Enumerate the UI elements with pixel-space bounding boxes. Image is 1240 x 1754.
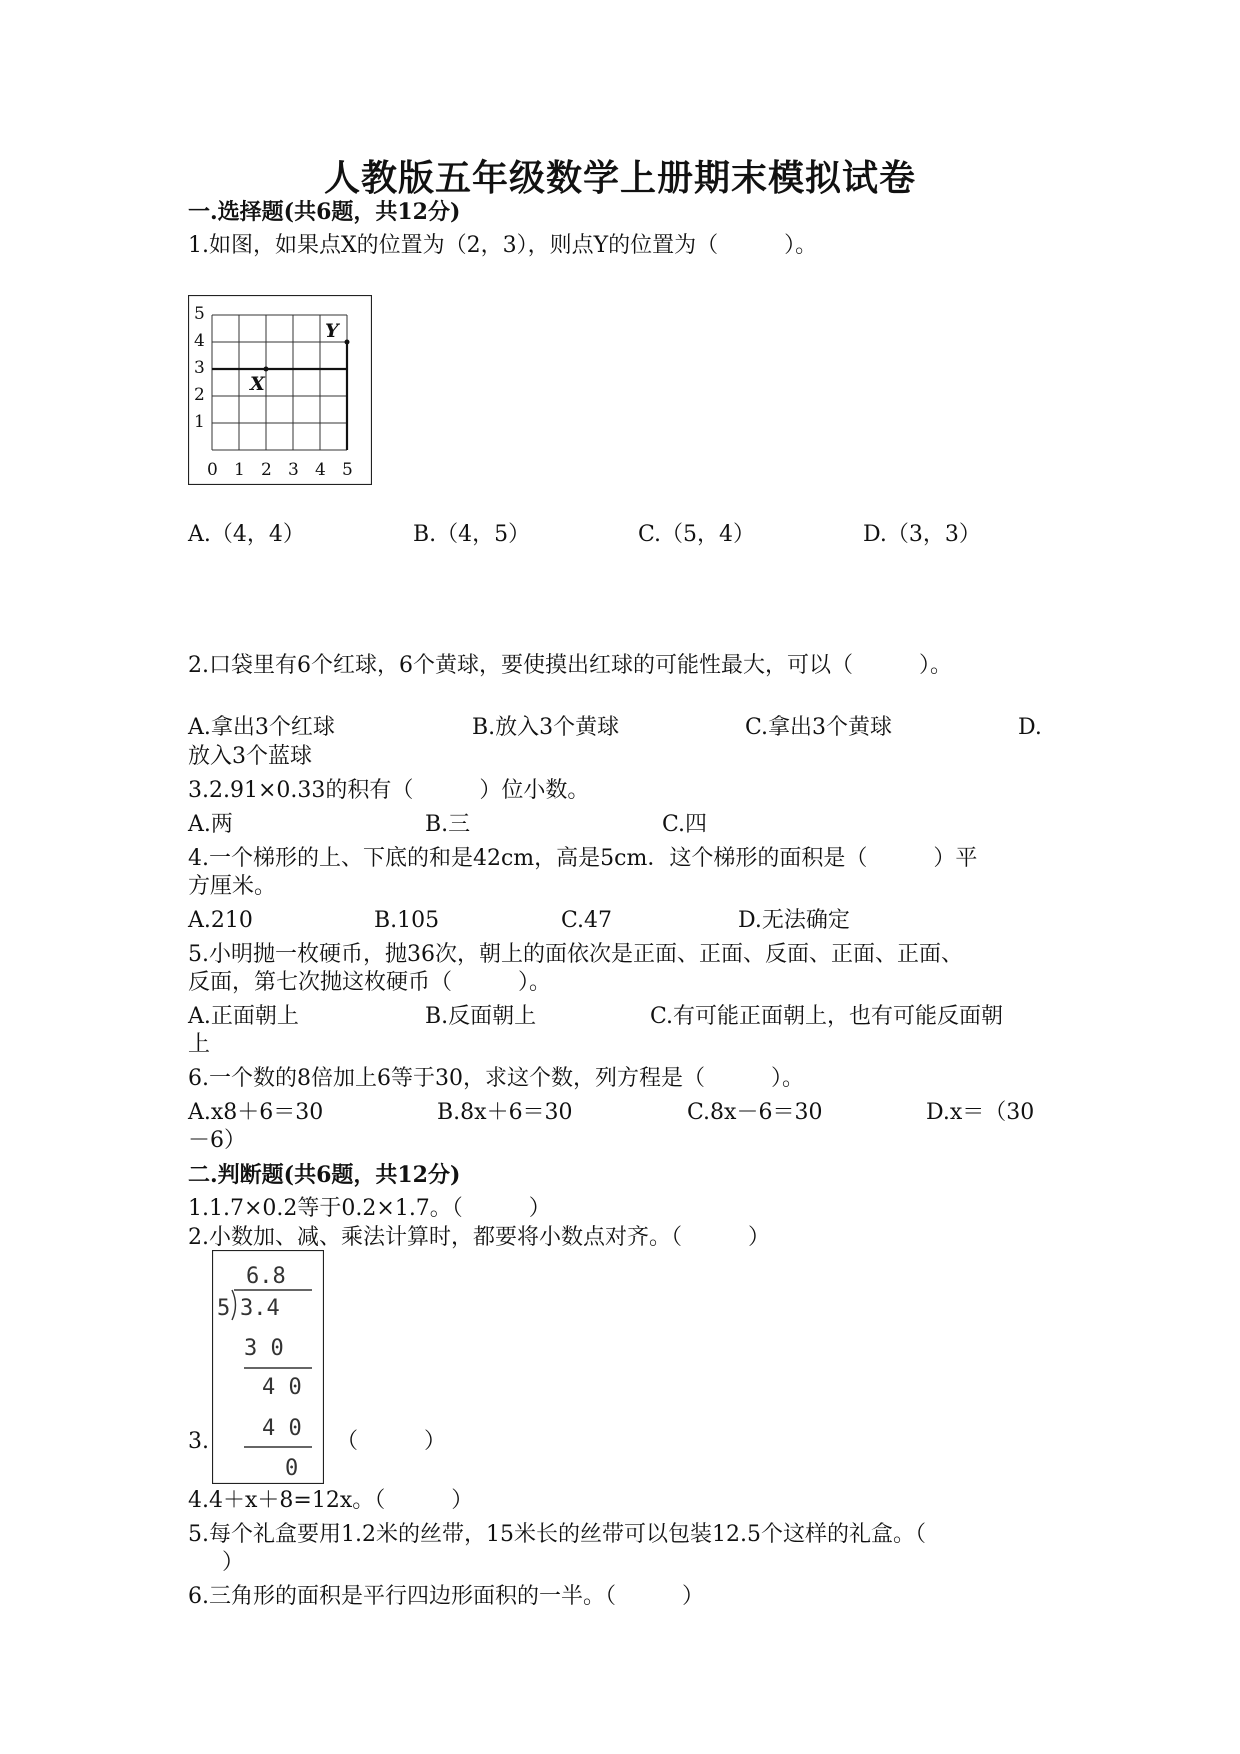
y-tick-3: 3 [194,358,205,378]
q6-option-b: B.8x＋6＝30 [437,1100,573,1125]
q3-option-b: B.三 [425,812,471,837]
q1-option-d: D.（3，3） [863,522,981,547]
q1-stem: 1.如图，如果点X的位置为（2，3），则点Y的位置为（ ）。 [188,233,818,258]
q4-option-a: A.210 [188,908,253,933]
q1-option-c: C.（5，4） [638,522,756,547]
division-step1: 3 0 [244,1336,284,1361]
q3-option-c: C.四 [662,812,708,837]
y-tick-4: 4 [194,331,205,351]
q3-option-a: A.两 [188,812,233,837]
q6-option-d: D.x＝（30 [926,1100,1035,1125]
q5-option-b: B.反面朝上 [425,1004,537,1029]
q4-stem-cont: 方厘米。 [188,874,277,899]
q5-stem: 5.小明抛一枚硬币，抛36次，朝上的面依次是正面、正面、反面、正面、正面、 [188,942,963,967]
division-quotient: 6.8 [246,1264,286,1289]
q4-option-b: B.105 [374,908,440,933]
q4-stem: 4.一个梯形的上、下底的和是42cm，高是5cm．这个梯形的面积是（ ）平 [188,846,978,871]
q5-option-a: A.正面朝上 [188,1004,299,1029]
q4-option-d: D.无法确定 [738,908,850,933]
q2-option-d-cont: 放入3个蓝球 [188,744,312,769]
long-division-figure [212,1250,324,1484]
judge-q2: 2.小数加、减、乘法计算时，都要将小数点对齐。（ ） [188,1225,770,1250]
q6-option-a: A.x8＋6＝30 [188,1100,324,1125]
judge-q5-cont: ） [222,1550,245,1575]
point-x-label: X [250,373,265,395]
q1-option-a: A.（4，4） [188,522,305,547]
x-tick-1: 1 [234,460,245,480]
division-remainder: 0 [285,1456,299,1481]
q5-option-c: C.有可能正面朝上，也有可能反面朝 [650,1004,1004,1029]
judge-q5: 5.每个礼盒要用1.2米的丝带，15米长的丝带可以包装12.5个这样的礼盒。（ [188,1522,926,1547]
x-tick-3: 3 [288,460,299,480]
q2-option-d: D. [1018,715,1042,740]
x-tick-2: 2 [261,460,272,480]
q2-stem: 2.口袋里有6个红球，6个黄球，要使摸出红球的可能性最大，可以（ ）。 [188,653,952,678]
judge-q3-suffix: （ ） [336,1429,447,1454]
q2-option-b: B.放入3个黄球 [472,715,620,740]
x-tick-0: 0 [207,460,218,480]
q2-option-a: A.拿出3个红球 [188,715,335,740]
y-tick-1: 1 [194,412,205,432]
y-tick-2: 2 [194,385,205,405]
q3-stem: 3.2.91×0.33的积有（ ）位小数。 [188,778,590,803]
q6-stem: 6.一个数的8倍加上6等于30，求这个数，列方程是（ ）。 [188,1066,804,1091]
coordinate-grid-figure [188,295,372,485]
judge-q1: 1.1.7×0.2等于0.2×1.7。（ ） [188,1196,551,1221]
q6-option-d-cont: －6） [188,1128,246,1153]
section2-heading: 二.判断题(共6题，共12分) [188,1162,461,1188]
judge-q6: 6.三角形的面积是平行四边形面积的一半。（ ） [188,1584,704,1609]
q4-option-c: C.47 [561,908,613,933]
x-tick-4: 4 [315,460,326,480]
q6-option-c: C.8x－6＝30 [687,1100,823,1125]
division-step3: 4 0 [262,1416,302,1441]
page-title: 人教版五年级数学上册期末模拟试卷 [323,157,916,199]
judge-q4: 4.4＋x＋8=12x。（ ） [188,1488,474,1513]
q2-option-c: C.拿出3个黄球 [745,715,893,740]
q5-option-c-cont: 上 [188,1032,211,1057]
section1-heading: 一.选择题(共6题，共12分) [188,199,461,225]
division-divisor: 5 [217,1296,231,1321]
y-tick-5: 5 [194,304,205,324]
point-y-label: Y [325,320,339,342]
q5-stem-cont: 反面，第七次抛这枚硬币（ ）。 [188,970,552,995]
x-tick-5: 5 [342,460,353,480]
judge-q3-prefix: 3. [188,1429,209,1454]
q1-option-b: B.（4，5） [413,522,531,547]
division-step2: 4 0 [262,1375,302,1400]
division-dividend: 3.4 [240,1296,280,1321]
